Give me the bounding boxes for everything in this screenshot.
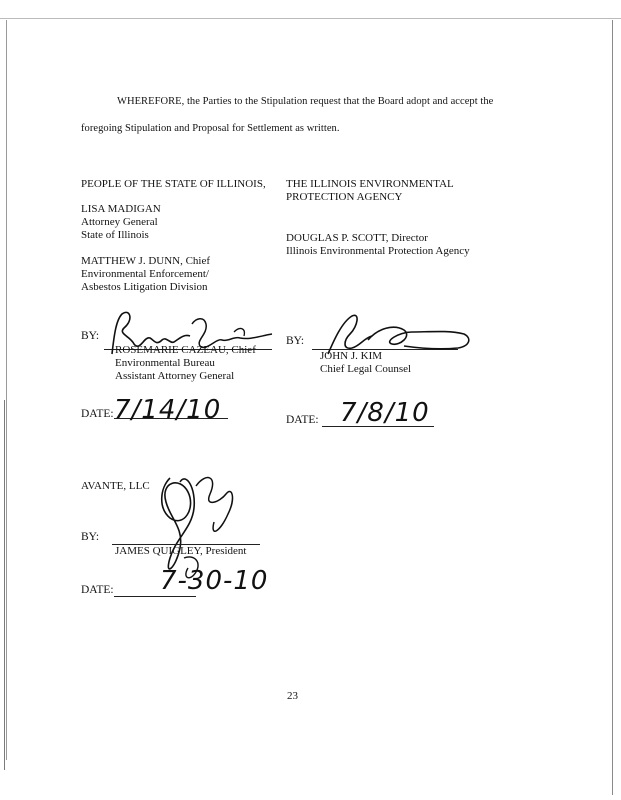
right-date-handwritten: 7/8/10 [340,398,430,428]
right-director-org: Illinois Environmental Protection Agency [286,245,470,257]
avante-by-label: BY: [81,531,100,543]
right-party-line-1: THE ILLINOIS ENVIRONMENTAL [286,178,454,190]
scan-edge-top [0,18,621,19]
left-party: PEOPLE OF THE STATE OF ILLINOIS, [81,178,266,190]
left-chief-division-1: Environmental Enforcement/ [81,268,209,280]
left-signer-name: ROSEMARIE CAZEAU, Chief [115,344,256,356]
avante-date-line [114,596,196,597]
left-ag-name: LISA MADIGAN [81,203,161,215]
avante-party: AVANTE, LLC [81,480,150,492]
body-line-1: WHEREFORE, the Parties to the Stipulation request that the Board adopt and accept the [117,96,494,107]
left-ag-state: State of Illinois [81,229,149,241]
left-date-label: DATE: [81,408,114,420]
page-number: 23 [287,690,298,702]
avante-signer-name: JAMES QUIGLEY, President [115,545,247,557]
left-ag-title: Attorney General [81,216,158,228]
avante-date-handwritten: 7-30-10 [160,566,269,596]
right-date-label: DATE: [286,414,319,426]
right-signer-title: Chief Legal Counsel [320,363,412,375]
left-signer-title-2: Assistant Attorney General [115,370,235,382]
left-chief-name: MATTHEW J. DUNN, Chief [81,255,211,267]
scan-edge-left-inner [4,400,5,770]
right-signer-name: JOHN J. KIM [320,350,383,362]
right-party-line-2: PROTECTION AGENCY [286,191,403,203]
left-chief-division-2: Asbestos Litigation Division [81,281,208,293]
scan-edge-right [612,20,613,795]
right-director-name: DOUGLAS P. SCOTT, Director [286,232,428,244]
left-by-label: BY: [81,330,100,342]
left-signer-title-1: Environmental Bureau [115,357,215,369]
avante-date-label: DATE: [81,584,114,596]
scan-edge-left [6,20,7,760]
right-by-label: BY: [286,335,305,347]
body-line-2: foregoing Stipulation and Proposal for Settlement as written. [81,123,340,134]
left-date-handwritten: 7/14/10 [114,395,222,425]
